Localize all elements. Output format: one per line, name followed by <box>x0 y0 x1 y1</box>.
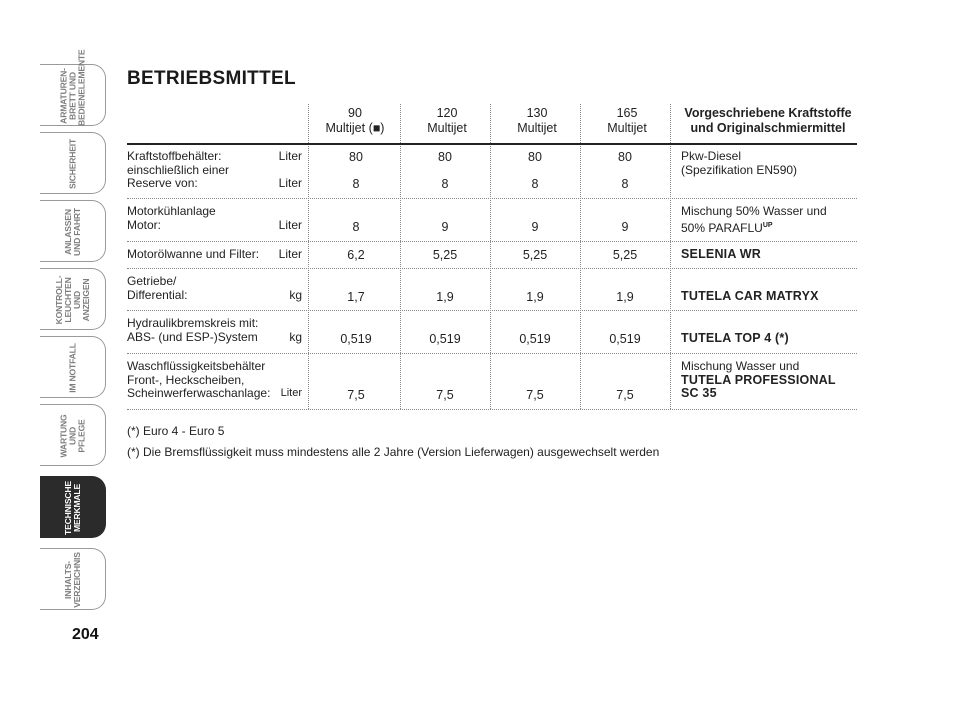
cell-value: 5,25 <box>432 248 458 262</box>
cell-value: 5,25 <box>522 248 548 262</box>
tab-label: SICHERHEIT <box>67 138 78 190</box>
row-divider <box>127 268 857 269</box>
tab-label: INHALTS- VERZEICHNIS <box>63 552 82 608</box>
spec-bremskreis: TUTELA TOP 4 (*) <box>681 331 789 345</box>
tab-label: KONTROLL- LEUCHTEN UND ANZEIGEN <box>54 275 91 325</box>
tab-wartung[interactable] <box>40 404 106 466</box>
cell-value: 9 <box>531 220 539 234</box>
cell-value: 7,5 <box>616 388 634 402</box>
spec-kraftstoff: Pkw-Diesel (Spezifikation EN590) <box>681 149 798 177</box>
cell-value: 80 <box>618 150 632 164</box>
row-label-waschfluessigkeit: Waschflüssigkeitsbehälter Front-, Heckscheiben, Scheinwerferwaschanlage: Liter <box>127 359 302 400</box>
tab-label: ANLASSEN UND FAHRT <box>63 208 82 256</box>
cell-value: 0,519 <box>519 332 551 346</box>
cell-value: 8 <box>352 220 360 234</box>
row-divider <box>127 353 857 354</box>
column-divider <box>670 104 671 409</box>
cell-value: 0,519 <box>609 332 641 346</box>
spec-getriebe: TUTELA CAR MATRYX <box>681 289 819 303</box>
tab-anlassen[interactable] <box>40 200 106 262</box>
tab-label: ARMATUREN- BRETT UND BEDIENELEMENTE <box>58 49 87 126</box>
cell-value: 5,25 <box>612 248 638 262</box>
column-header-165: 165 Multijet <box>607 106 647 135</box>
column-header-90: 90 Multijet (■) <box>325 106 385 135</box>
cell-value: 1,7 <box>347 290 365 304</box>
row-divider <box>127 409 857 410</box>
cell-value: 9 <box>441 220 449 234</box>
row-label-kuehlanlage: Motorkühlanlage Motor: Liter <box>127 204 302 232</box>
tab-label: TECHNISCHE MERKMALE <box>63 481 82 535</box>
row-divider <box>127 198 857 199</box>
page-title: BETRIEBSMITTEL <box>127 68 296 89</box>
tab-label: IM NOTFALL <box>67 343 78 393</box>
cell-value: 80 <box>438 150 452 164</box>
footnote: (*) Euro 4 - Euro 5 <box>127 424 225 438</box>
column-header-130: 130 Multijet <box>517 106 557 135</box>
cell-value: 0,519 <box>429 332 461 346</box>
spec-motoroel: SELENIA WR <box>681 247 762 261</box>
column-divider <box>400 104 401 409</box>
tab-im-notfall[interactable] <box>40 336 106 398</box>
cell-value: 7,5 <box>347 388 365 402</box>
column-header-120: 120 Multijet <box>427 106 467 135</box>
cell-value: 1,9 <box>436 290 454 304</box>
cell-value: 1,9 <box>616 290 634 304</box>
cell-value: 8 <box>531 177 539 191</box>
cell-value: 1,9 <box>526 290 544 304</box>
header-rule <box>127 143 857 145</box>
spec-waschfluessigkeit: Mischung Wasser und TUTELA PROFESSIONAL SC 35 <box>681 359 836 400</box>
row-label-getriebe: Getriebe/ Differential: kg <box>127 274 302 302</box>
cell-value: 6,2 <box>347 248 365 262</box>
tab-label: WARTUNG UND PFLEGE <box>58 414 87 458</box>
tab-armaturenbrett[interactable] <box>40 49 106 126</box>
cell-value: 7,5 <box>436 388 454 402</box>
tab-inhaltsverzeichnis[interactable] <box>40 548 106 610</box>
cell-value: 8 <box>441 177 449 191</box>
spec-kuehlanlage: Mischung 50% Wasser und 50% $PARAFLU^{UP}$ <box>681 204 827 235</box>
tab-kontrollleuchten[interactable] <box>40 268 106 330</box>
row-label-motoroel: Motorölwanne und Filter: Liter <box>127 247 302 261</box>
column-divider <box>580 104 581 409</box>
cell-value: 8 <box>621 177 629 191</box>
row-label-kraftstoff: Kraftstoffbehälter: Liter einschließlich einer Reserve von: Liter <box>127 149 302 190</box>
cell-value: 9 <box>621 220 629 234</box>
row-divider <box>127 241 857 242</box>
cell-value: 80 <box>528 150 542 164</box>
column-divider <box>490 104 491 409</box>
cell-value: 8 <box>352 177 360 191</box>
footnote: (*) Die Bremsflüssigkeit muss mindestens alle 2 Jahre (Version Lieferwagen) ausgewechselt werden <box>127 445 660 459</box>
cell-value: 0,519 <box>340 332 372 346</box>
row-divider <box>127 310 857 311</box>
tab-sicherheit[interactable] <box>40 132 106 194</box>
page-number: 204 <box>72 626 99 643</box>
column-divider <box>308 104 309 409</box>
cell-value: 80 <box>349 150 363 164</box>
tab-technische-merkmale[interactable] <box>40 476 106 538</box>
row-label-bremskreis: Hydraulikbremskreis mit: ABS- (und ESP-)System kg <box>127 316 302 344</box>
cell-value: 7,5 <box>526 388 544 402</box>
spec-header: Vorgeschriebene Kraftstoffe und Originalschmiermittel <box>684 106 852 135</box>
